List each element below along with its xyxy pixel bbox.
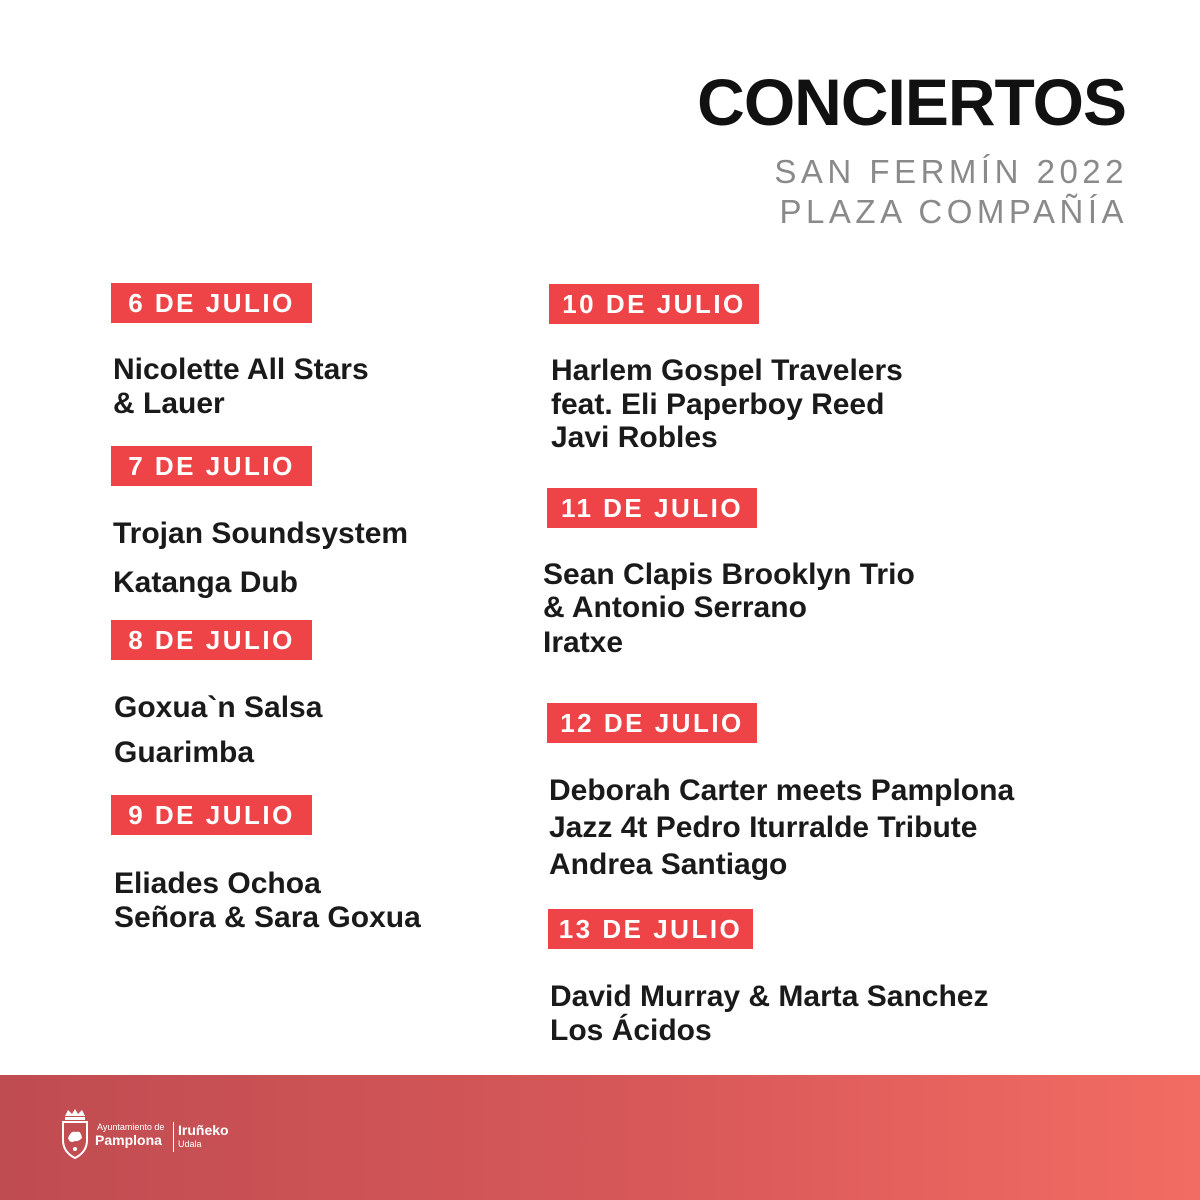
act-name: & Lauer	[113, 387, 225, 420]
act-name: Javi Robles	[551, 421, 718, 454]
act-name: Harlem Gospel Travelers	[551, 354, 903, 387]
act-name: Los Ácidos	[550, 1014, 712, 1047]
logo-basque-name: Iruñeko	[178, 1122, 229, 1138]
act-name: Iratxe	[543, 626, 624, 659]
act-name: David Murray & Marta Sanchez	[550, 980, 989, 1013]
logo-divider	[173, 1122, 174, 1152]
page-title: CONCIERTOS	[697, 65, 1126, 139]
date-badge-6-julio: 6 DE JULIO	[111, 283, 312, 323]
act-name: Katanga Dub	[113, 566, 299, 599]
logo-city-name: Pamplona	[95, 1132, 162, 1148]
subtitle-venue: PLAZA COMPAÑÍA	[779, 193, 1128, 230]
act-name: Eliades Ochoa	[114, 867, 321, 900]
act-name: Guarimba	[114, 736, 255, 769]
date-badge-9-julio: 9 DE JULIO	[111, 795, 312, 835]
act-name: & Antonio Serrano	[543, 591, 807, 624]
date-badge-12-julio: 12 DE JULIO	[547, 703, 757, 743]
date-badge-7-julio: 7 DE JULIO	[111, 446, 312, 486]
date-badge-11-julio: 11 DE JULIO	[547, 488, 757, 528]
coat-of-arms-icon	[60, 1108, 90, 1160]
act-name: Deborah Carter meets Pamplona	[549, 774, 1015, 807]
act-name: Señora & Sara Goxua	[114, 901, 421, 934]
date-badge-10-julio: 10 DE JULIO	[549, 284, 759, 324]
date-badge-8-julio: 8 DE JULIO	[111, 620, 312, 660]
logo-caption: Ayuntamiento de	[97, 1122, 165, 1132]
subtitle-event: SAN FERMÍN 2022	[774, 153, 1128, 190]
act-name: Nicolette All Stars	[113, 353, 369, 386]
act-name: Goxua`n Salsa	[114, 691, 323, 724]
logo-basque-caption: Udala	[178, 1139, 202, 1149]
act-name: Trojan Soundsystem	[113, 517, 409, 550]
date-badge-13-julio: 13 DE JULIO	[548, 909, 753, 949]
act-name: Andrea Santiago	[549, 848, 788, 881]
act-name: Sean Clapis Brooklyn Trio	[543, 558, 915, 591]
act-name: feat. Eli Paperboy Reed	[551, 388, 885, 421]
act-name: Jazz 4t Pedro Iturralde Tribute	[549, 811, 978, 844]
